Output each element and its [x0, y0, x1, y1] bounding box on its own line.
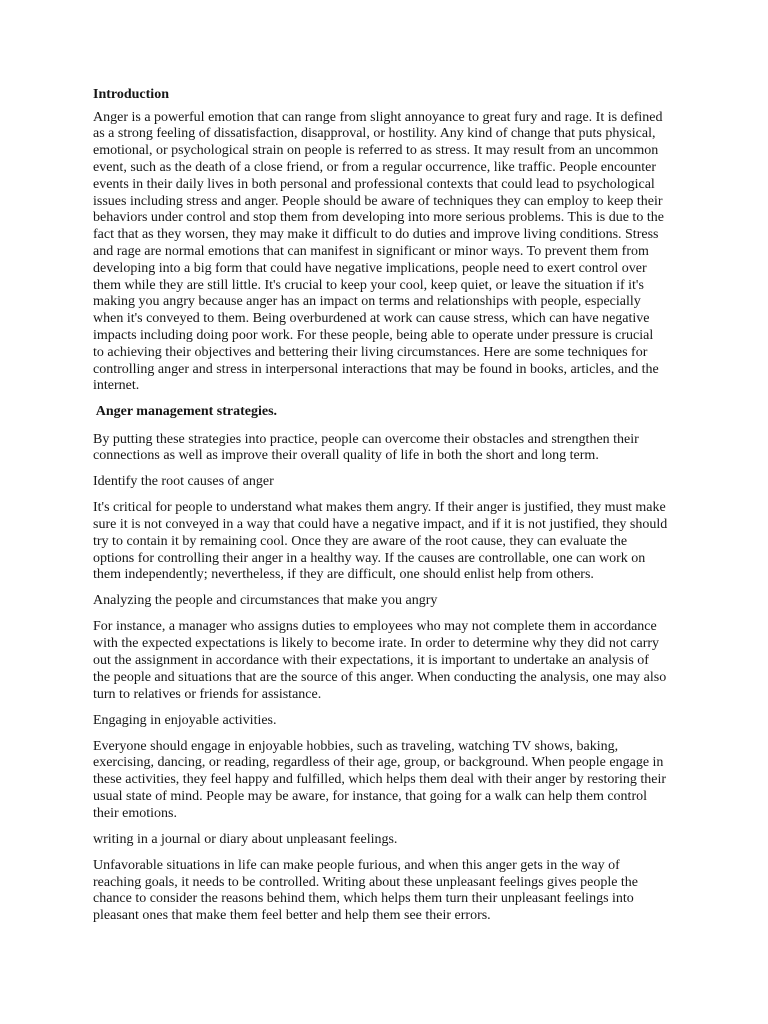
paragraph-line: Everyone should engage in enjoyable hobbies, such as traveling, watching TV shows, baking, [93, 738, 619, 754]
paragraph-line: out the assignment in accordance with their expectations, it is important to undertake an analysis of [93, 653, 649, 669]
paragraph-line: By putting these strategies into practice, people can overcome their obstacles and strengthen their [93, 431, 639, 447]
paragraph-line: them independently; nevertheless, if they are difficult, one should enlist help from others. [93, 567, 594, 583]
subheading-analyzing [93, 593, 713, 610]
document-body [93, 87, 713, 935]
paragraph-line: sure it is not conveyed in a way that could have a negative impact, and if it is not justified, they should [93, 517, 668, 533]
paragraph-line: making you angry because anger has an impact on terms and relationships with people, especially [93, 294, 641, 310]
subheading-text: Engaging in enjoyable activities. [93, 712, 277, 728]
heading-text: Anger management strategies. [93, 403, 278, 419]
paragraph-line: fact that as they worsen, they may make it difficult to do duties and improve living conditions. Stress [93, 227, 659, 243]
paragraph-line: when it's conveyed to them. Being overburdened at work can cause stress, which can have negative [93, 311, 650, 327]
subheading-text: Identify the root causes of anger [93, 474, 274, 490]
paragraph-line: event, such as the death of a close friend, or from a regular occurrence, like traffic. People encounter [93, 159, 656, 175]
paragraph-line: developing into a big form that could have negative implications, people need to exert control over [93, 260, 647, 276]
paragraph-line: emotional, or psychological strain on people is referred to as stress. It may result from an uncommon [93, 143, 659, 159]
strategies-intro-paragraph [93, 432, 713, 466]
paragraph-line: options for controlling their anger in a healthy way. If the causes are controllable, one can work on [93, 550, 646, 566]
paragraph-line: controlling anger and stress in interpersonal interactions that may be found in books, articles, and the [93, 361, 659, 377]
subheading-journal-writing [93, 832, 713, 849]
paragraph-line: connections as well as improve their overall quality of life in both the short and long term. [93, 448, 599, 464]
paragraph-line: Anger is a powerful emotion that can range from slight annoyance to great fury and rage. It is defined [93, 109, 663, 125]
paragraph-line: impacts including doing poor work. For these people, being able to operate under pressure is crucial [93, 327, 654, 343]
paragraph-line: Unfavorable situations in life can make people furious, and when this anger gets in the way of [93, 857, 620, 873]
paragraph-line: them while they are still little. It's crucial to keep your cool, keep quiet, or leave the situation if it's [93, 277, 644, 293]
paragraph-line: exercising, dancing, or reading, regardless of their age, group, or background. When people engage in [93, 755, 664, 771]
introduction-heading [93, 87, 713, 104]
paragraph-line: and rage are normal emotions that can manifest in significant or minor ways. To prevent them from [93, 243, 649, 259]
paragraph-line: chance to consider the reasons behind them, which helps them turn their unpleasant feelings into [93, 891, 634, 907]
paragraph-line: For instance, a manager who assigns duties to employees who may not complete them in accordance [93, 619, 657, 635]
heading-text: Introduction [93, 86, 169, 102]
paragraph-line: try to contain it by remaining cool. Once they are aware of the root cause, they can evaluate the [93, 533, 628, 549]
paragraph-line: these activities, they feel happy and fulfilled, which helps them deal with their anger by restoring their [93, 772, 667, 788]
subheading-text: writing in a journal or diary about unpleasant feelings. [93, 831, 398, 847]
paragraph-line: usual state of mind. People may be aware, for instance, that going for a walk can help them control [93, 788, 647, 804]
paragraph-analyzing [93, 619, 713, 703]
paragraph-line: issues including stress and anger. People should be aware of techniques they can employ to keep their [93, 193, 663, 209]
paragraph-line: to achieving their objectives and bettering their living circumstances. Here are some techniques for [93, 344, 648, 360]
paragraph-line: reaching goals, it needs to be controlled. Writing about these unpleasant feelings gives people the [93, 874, 639, 890]
paragraph-line: their emotions. [93, 805, 177, 821]
paragraph-line: behaviors under control and stop them from developing into more serious problems. This is due to the [93, 210, 664, 226]
paragraph-line: It's critical for people to understand what makes them angry. If their anger is justified, they must make [93, 500, 666, 516]
paragraph-line: turn to relatives or friends for assistance. [93, 686, 322, 702]
subheading-root-causes [93, 474, 713, 491]
subheading-text: Analyzing the people and circumstances that make you angry [93, 593, 438, 609]
subheading-enjoyable-activities [93, 713, 713, 730]
strategies-heading [93, 404, 713, 421]
paragraph-line: pleasant ones that make them feel better and help them see their errors. [93, 908, 491, 924]
paragraph-line: internet. [93, 378, 140, 394]
paragraph-line: with the expected expectations is likely to become irate. In order to determine why they did not carry [93, 636, 660, 652]
paragraph-root-causes [93, 500, 713, 584]
paragraph-enjoyable-activities [93, 739, 713, 823]
paragraph-line: the people and situations that are the source of this anger. When conducting the analysis, one may also [93, 669, 667, 685]
introduction-paragraph [93, 110, 713, 396]
paragraph-line: as a strong feeling of dissatisfaction, disapproval, or hostility. Any kind of change that puts physical, [93, 126, 656, 142]
paragraph-line: events in their daily lives in both personal and professional contexts that could lead to psychological [93, 176, 655, 192]
paragraph-journal-writing [93, 858, 713, 925]
